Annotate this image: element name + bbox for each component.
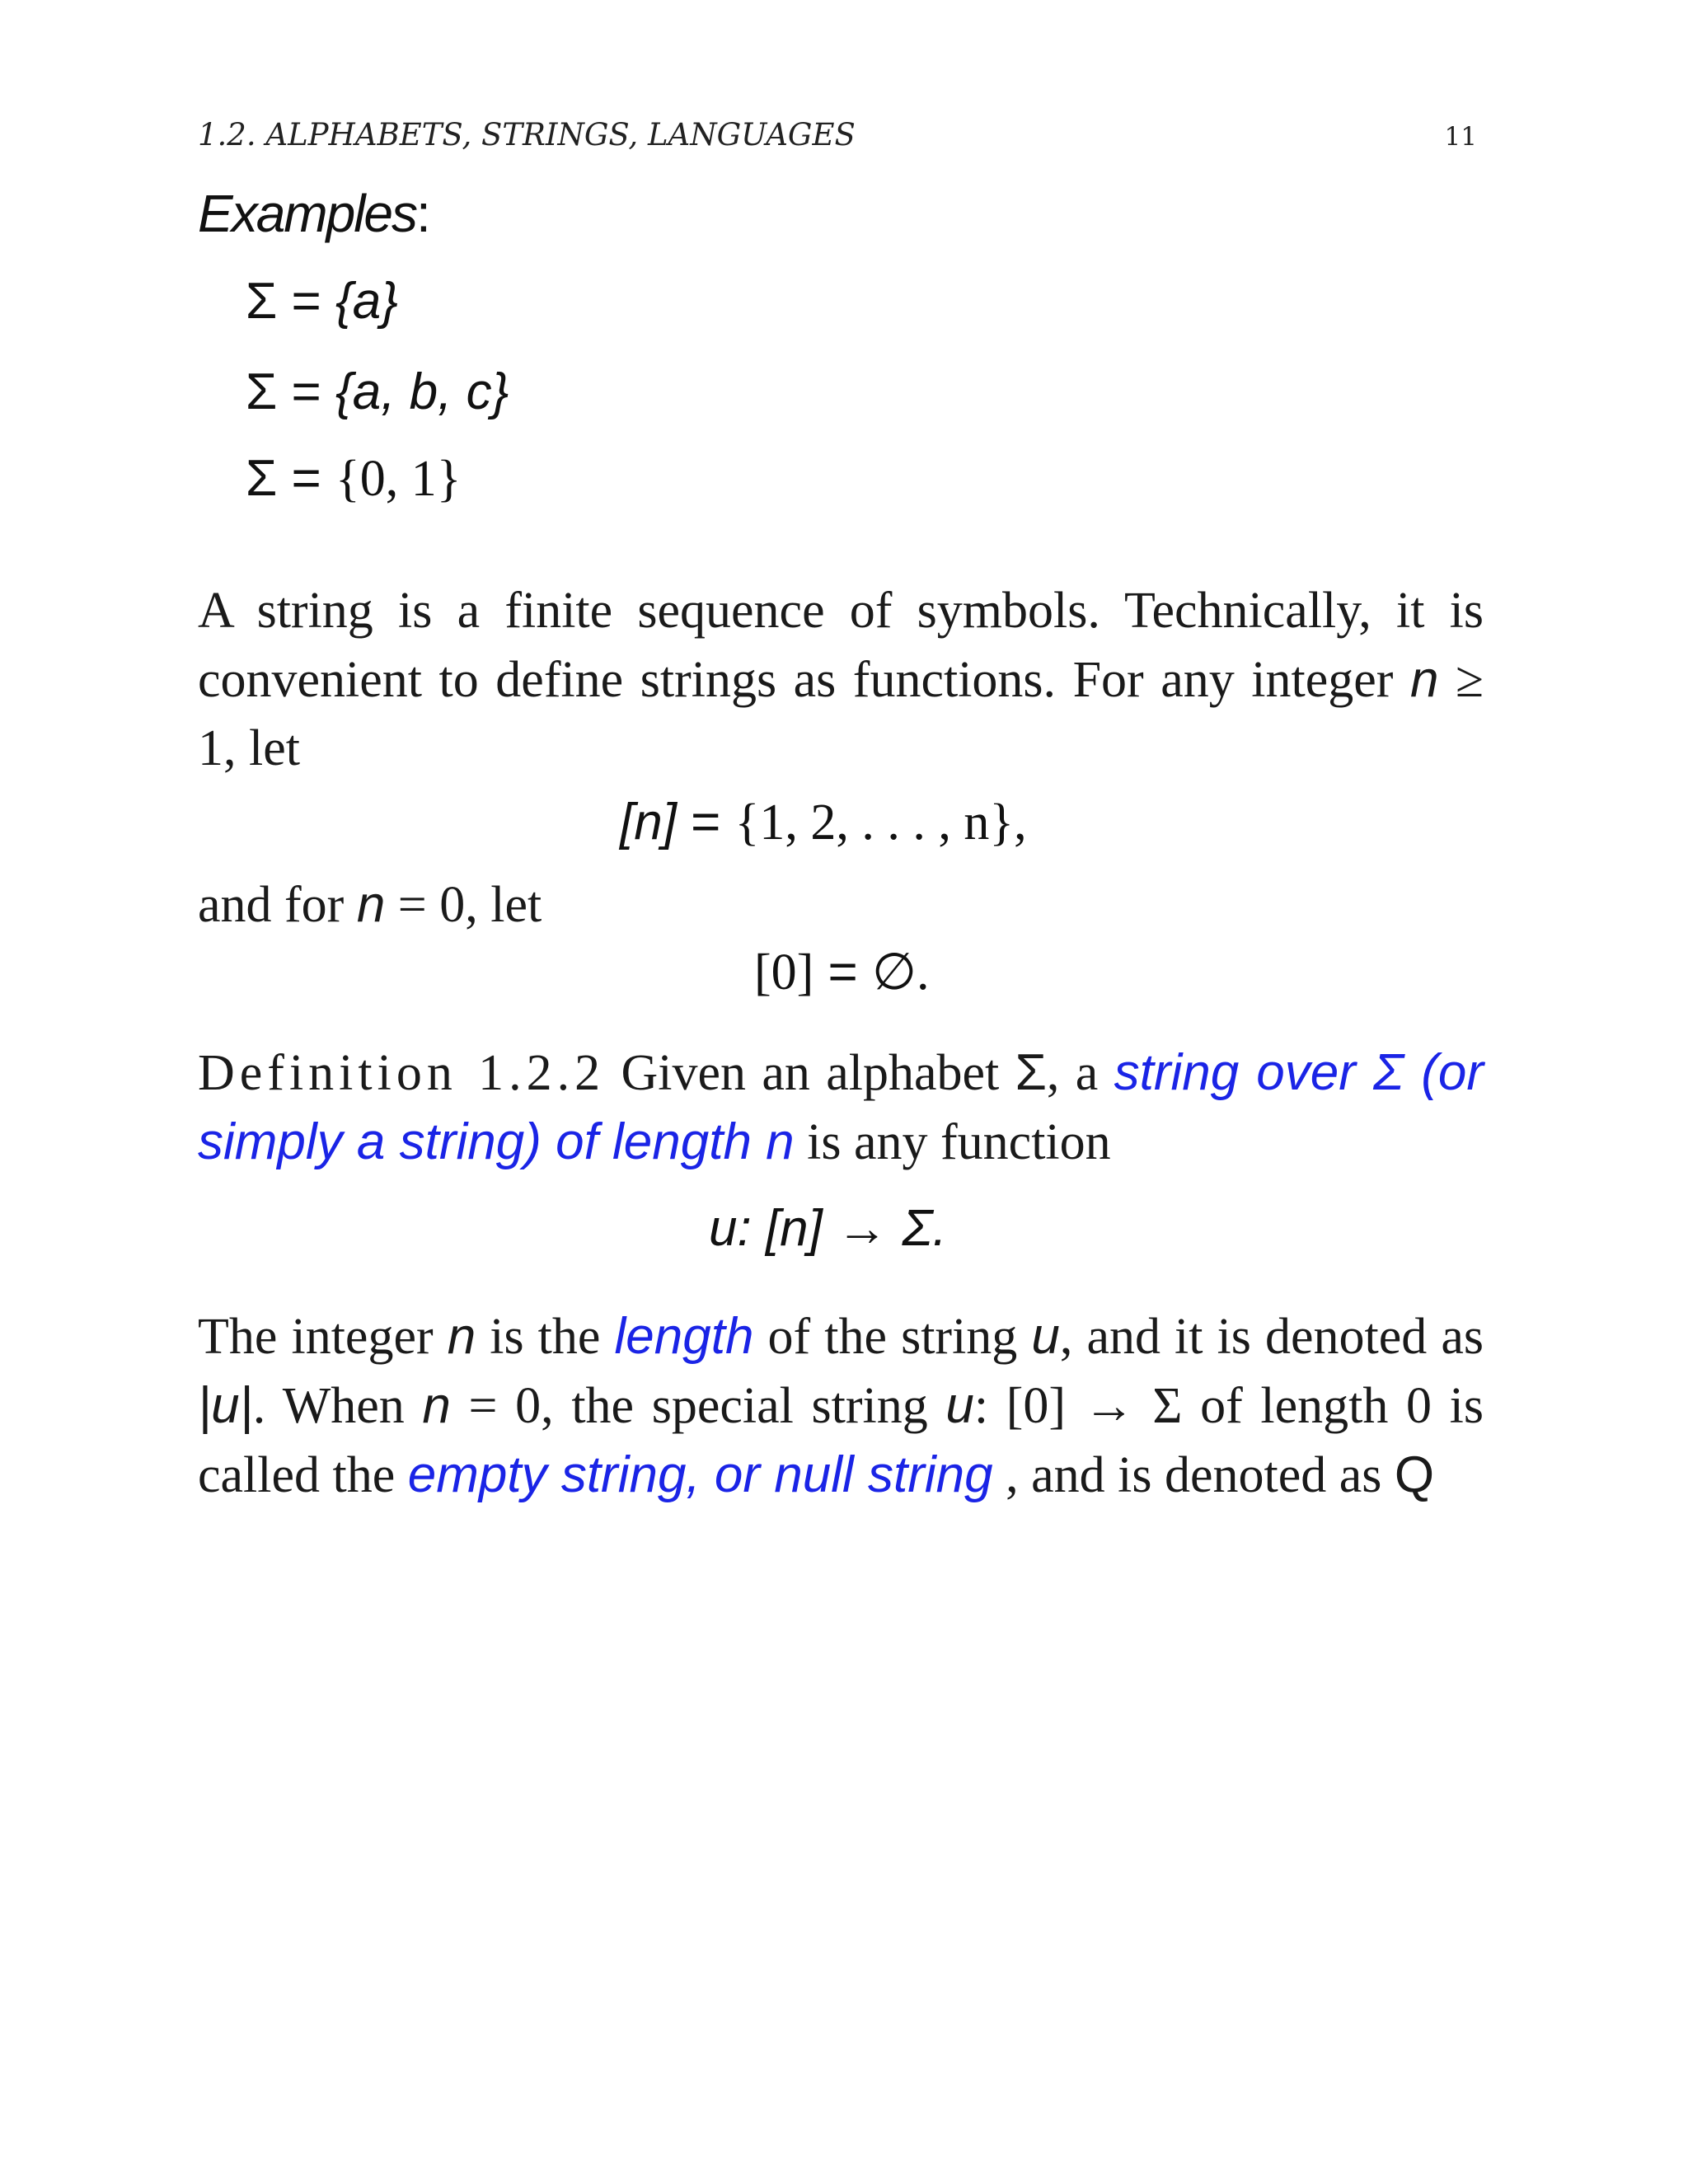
p3-text-8: , and is denoted as <box>992 1447 1395 1503</box>
string-intro-paragraph <box>198 577 1484 783</box>
definition-label: Definition 1.2.2 <box>198 1045 606 1101</box>
definition-text-1: Given an alphabet <box>605 1045 1015 1101</box>
equals-sign: = <box>277 450 335 507</box>
var-n: n <box>422 1377 451 1434</box>
p3-text-3: of the string <box>753 1309 1032 1365</box>
abs-u: |u| <box>198 1377 253 1434</box>
example-alphabet-1 <box>246 272 398 331</box>
equals-sign: = <box>676 794 735 851</box>
sigma-symbol: Σ <box>246 450 278 507</box>
p3-text-7: : [0] → Σ of length 0 is called the <box>198 1378 1484 1503</box>
examples-heading-text: Examples <box>198 184 416 243</box>
running-header-title: 1.2. ALPHABETS, STRINGS, LANGUAGES <box>198 117 856 152</box>
definition-paragraph <box>198 1038 1484 1177</box>
example-alphabet-2 <box>246 363 509 422</box>
p3-text-1: The integer <box>198 1309 448 1365</box>
term-length: length <box>614 1308 754 1365</box>
examples-heading-colon: : <box>416 184 429 243</box>
intro-rest: ≥ 1, let <box>198 652 1484 776</box>
term-empty-string: empty string, or null string <box>407 1446 993 1503</box>
var-n: n <box>356 876 386 933</box>
equals-sign: = <box>277 273 335 330</box>
empty-set: ∅. <box>871 944 930 1001</box>
set-1-to-n: {1, 2, . . . , n}, <box>734 794 1027 851</box>
var-u: u <box>1031 1308 1060 1365</box>
definition-term: string over Σ (or simply a string) of length n <box>198 1044 1484 1170</box>
intro-text: A string is a finite sequence of symbols. Technically, it is convenient to define strings as functions. For any integer <box>198 583 1484 708</box>
sigma-symbol: Σ <box>246 273 278 330</box>
var-u: u <box>945 1377 974 1434</box>
equals-sign: = <box>277 363 335 420</box>
and-for-line <box>198 875 542 935</box>
examples-heading <box>198 183 429 244</box>
p3-text-5: . When <box>252 1378 423 1434</box>
definition-text-2: , a <box>1046 1045 1114 1101</box>
page-number: 11 <box>1444 122 1477 152</box>
null-string-symbol: Q <box>1394 1446 1435 1503</box>
bracket-n: [n] <box>620 794 677 851</box>
var-n: n <box>447 1308 476 1365</box>
display-equation-zero <box>754 941 929 1002</box>
equals-sign: = <box>814 944 872 1001</box>
alphabet-set: {a} <box>335 273 398 330</box>
p3-text-4: , and it is denoted as <box>1059 1309 1484 1365</box>
and-for-text: and for <box>198 877 357 933</box>
length-paragraph <box>198 1302 1484 1510</box>
alphabet-set: {a, b, c} <box>335 363 509 420</box>
p3-text-6: = 0, the special string <box>450 1378 946 1434</box>
definition-text-3: is any function <box>794 1114 1111 1170</box>
var-n: n <box>1409 651 1439 708</box>
sigma-symbol: Σ <box>1015 1044 1047 1101</box>
p3-text-2: is the <box>476 1309 615 1365</box>
alphabet-set: {0, 1} <box>335 451 462 507</box>
example-alphabet-3 <box>246 449 462 509</box>
sigma-symbol: Σ <box>246 363 278 420</box>
bracket-zero: [0] <box>754 944 814 1001</box>
display-equation-n <box>620 793 1027 852</box>
and-for-rest: = 0, let <box>385 877 542 933</box>
display-function-u: u: [n] → Σ. <box>709 1200 947 1257</box>
